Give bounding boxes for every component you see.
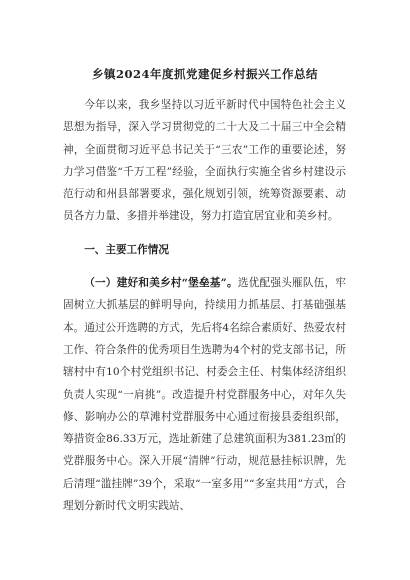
subsection-paragraph <box>63 272 346 517</box>
document-title: 乡镇2024年度抓党建促乡村振兴工作总结 <box>91 67 318 81</box>
intro-paragraph: 今年以来，我乡坚持以习近平新时代中国特色社会主义思想为指导，深入学习贯彻党的二十大及二十届三中全会精神，全面贯彻习近平总书记关于“三农”工作的重要论述，努力学习借鉴“千万工程”经验，全面执行实施全省乡村建设示范行动和州县部署要求，强化规划引领，统筹资源要素、动员各方力量、多措并举建设，努力打造宜居宜业和美乡村。 <box>63 99 346 223</box>
section-heading: 一、主要工作情况 <box>84 243 169 256</box>
subsection-text: 选优配强头雁队伍，牢固树立大抓基层的鲜明导向，持续用力抓基层、打基础强基本。通过公开选聘的方式，先后将4名综合素质好、热爱农村工作、符合条件的优秀项目生选聘为4个村的党支部书记，所辖村中有10个村党组织书记、村委会主任、村集体经济组织负责人实现“一肩挑”。改造提升村党群服务中心，对年久失修、影响办公的草滩村党群服务中心通过衔接县委组织部，筹措资金86.33万元，选址新建了总建筑面积为381.23㎡的党群服务中心。深入开展“清牌”行动，规范悬挂标识牌，先后清理“滥挂牌”39个，采取“一室多用”“多室共用”方式，合理划分新时代文明实践站、 <box>63 277 347 513</box>
document-body <box>63 94 346 517</box>
subsection-lead: （一）建好和美乡村“堡垒基”。 <box>84 277 238 290</box>
